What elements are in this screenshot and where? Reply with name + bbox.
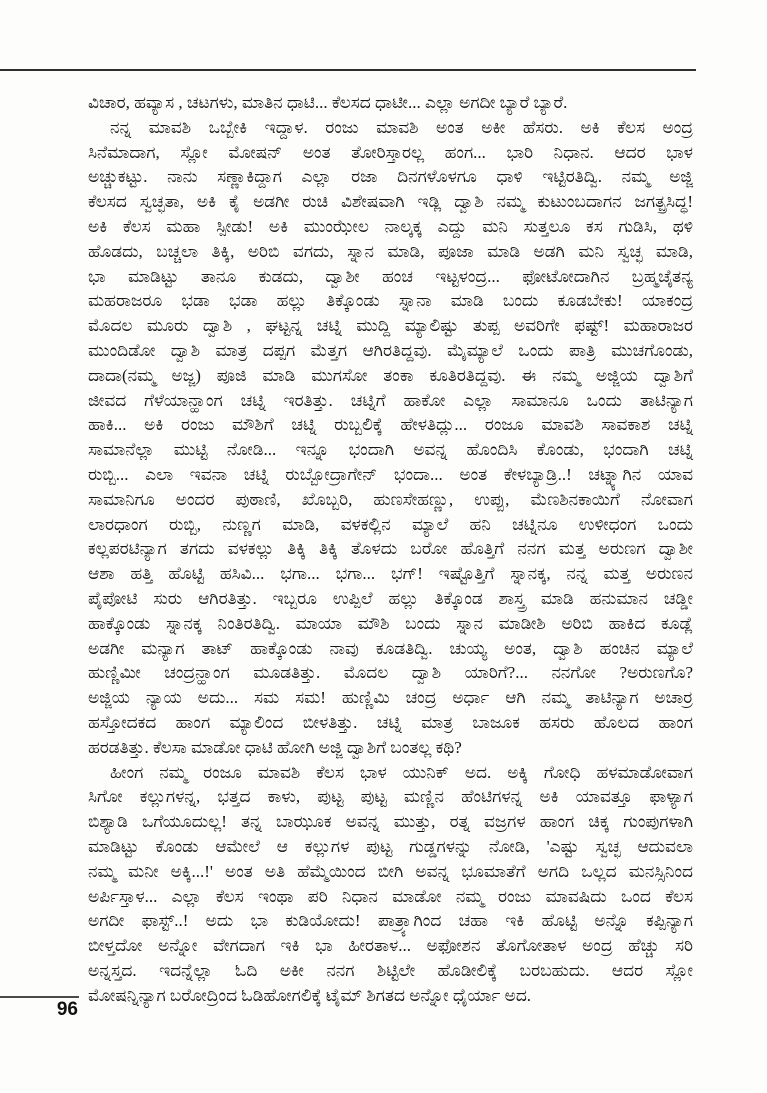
text-line: ಅಚ್ಚುಕಟ್ಟು. ನಾನು ಸಣ್ಣಾಕಿದ್ದಾಗ ಎಲ್ಲಾ ರಜಾ ದಿನಗಳೊಳಗೂ ಧಾಳಿ ಇಟ್ಟಿರತಿದ್ವಿ. ನಮ್ಮ ಅಜ್ಜಿ bbox=[88, 167, 693, 187]
text-line: ಬಿಶ್ಯಾಡಿ ಒಗೆಯೂದುಲ್ಲ! ತನ್ನ ಬಾಝೂಕ ಅವನ್ನ ಮುತ್ತು, ರತ್ನ ವಜ್ರಗಳ ಹಾಂಗ ಚಿಕ್ಕ ಗುಂಪುಗಳಾಗಿ bbox=[88, 812, 693, 832]
text-line: ಹೊಡದು, ಬಚ್ಚಲಾ ತಿಕ್ಕಿ, ಅರಿಬಿ ವಗದು, ಸ್ನಾನ ಮಾಡಿ, ಪೂಜಾ ಮಾಡಿ ಅಡಗಿ ಮನಿ ಸ್ವಚ್ಛ ಮಾಡಿ, bbox=[88, 241, 693, 261]
text-line: ಸಾಮಾನೆಲ್ಲಾ ಮುಟ್ಟಿ ನೋಡಿ... ಇನ್ನೂ ಭಂದಾಗಿ ಅವನ್ನ ಹೊಂದಿಸಿ ಕೊಂಡು, ಭಂದಾಗಿ ಚಟ್ನಿ bbox=[88, 440, 693, 460]
text-line: ಭಾ ಮಾಡಿಟ್ಟು ತಾನೂ ಕುಡದು, ದ್ವಾಶೀ ಹಂಚ ಇಟ್ಟಳಂದ್ರ... ಫೋಟೋದಾಗಿನ ಬ್ರಹ್ಮಚೈತನ್ಯ bbox=[88, 266, 693, 286]
text-line: ಹೀಂಗ ನಮ್ಮ ರಂಜೂ ಮಾವಶಿ ಕೆಲಸ ಭಾಳ ಯುನಿಕ್ ಅದ. ಅಕ್ಕಿ ಗೋಧಿ ಹಳಮಾಡೋವಾಗ bbox=[110, 762, 693, 782]
footer-rule bbox=[0, 996, 79, 998]
text-line: ಹಸ್ತೋದಕದ ಹಾಂಗ ಮ್ಯಾಲಿಂದ ಬೀಳತಿತ್ತು. ಚಟ್ನಿ ಮಾತ್ರ ಬಾಜೂಕ ಹಸರು ಹೊಲದ ಹಾಂಗ bbox=[88, 712, 693, 732]
text-line: ಪೈಪೋಟಿ ಸುರು ಆಗಿರತಿತ್ತು. ಇಬ್ಬರೂ ಉಪ್ಪಿಲೆ ಹಲ್ಲು ತಿಕ್ಕೊಂಡ ಶಾಸ್ತ್ರ ಮಾಡಿ ಹನುಮಾನ ಚಡ್ಡೀ bbox=[88, 588, 693, 608]
text-line: ನಮ್ಮ ಮನೀ ಅಕ್ಕಿ...!' ಅಂತ ಅತಿ ಹೆಮ್ಮೆಯಿಂದ ಬೀಗಿ ಅವನ್ನ ಭೂಮಾತೆಗೆ ಅಗದಿ ಒಲ್ಲದ ಮನಸ್ಸಿನಿಂದ bbox=[88, 861, 693, 881]
text-line: ಕೆಲಸದ ಸ್ವಚ್ಛತಾ, ಅಕಿ ಕೈ ಅಡಗೀ ರುಚಿ ವಿಶೇಷವಾಗಿ ಇಡ್ಲಿ ದ್ವಾಶಿ ನಮ್ಮ ಕುಟುಂಬದಾಗನ ಜಗತ್ಪ್ರಸಿದ್ಧ! bbox=[88, 192, 693, 212]
text-line: ಮಾಡಿಟ್ಟು ಕೊಂಡು ಆಮೇಲೆ ಆ ಕಲ್ಲುಗಳ ಪುಟ್ಟ ಗುಡ್ಡಗಳನ್ನು ನೋಡಿ, 'ಎಷ್ಟು ಸ್ವಚ್ಛ ಆದುವಲಾ bbox=[88, 836, 693, 856]
text-line: ಮುಂದಿಡೋ ದ್ವಾಶಿ ಮಾತ್ರ ದಪ್ಪಗ ಮೆತ್ತಗ ಆಗಿರತಿದ್ದವು. ಮೈಮ್ಯಾಲೆ ಒಂದು ಪಾತ್ರಿ ಮುಚಗೊಂಡು, bbox=[88, 340, 693, 360]
text-line: ಹಾಕಿ... ಅಕಿ ರಂಜು ಮೌಶಿಗೆ ಚಟ್ನಿ ರುಬ್ಬಲಿಕ್ಕೆ ಹೇಳತಿದ್ಲು... ರಂಜೂ ಮಾವಶಿ ಸಾವಕಾಶ ಚಟ್ನಿ bbox=[88, 415, 693, 435]
paragraph bbox=[88, 91, 693, 116]
header-rule bbox=[0, 69, 696, 71]
paragraph bbox=[88, 761, 693, 1009]
text-line: ಅಕಿ ಕೆಲಸ ಮಹಾ ಸ್ಪೀಡು! ಅಕಿ ಮುಂಝೇಲ ನಾಲ್ಕಕ್ಕ ಎದ್ದು ಮನಿ ಸುತ್ತಲೂ ಕಸ ಗುಡಿಸಿ, ಥಳಿ bbox=[88, 216, 693, 236]
text-line: ಮೊದಲ ಮೂರು ದ್ವಾಶಿ , ಘಟ್ಟನ್ನ ಚಟ್ನಿ ಮುದ್ದಿ ಮ್ಯಾಲಿಷ್ಟು ತುಪ್ಪ ಅವರಿಗೇ ಫಷ್ಟ್! ಮಹಾರಾಜರ bbox=[88, 316, 693, 336]
text-line: ಮೋಷನ್ನಿನ್ಯಾಗ ಬರೋದ್ರಿಂದ ಓಡಿಹೋಗಲಿಕ್ಕೆ ಟೈಮ್ ಶಿಗತದ ಅನ್ನೋ ಧೈರ್ಯಾ ಅದ. bbox=[88, 985, 532, 1005]
text-line: ಅಗದೀ ಫಾಸ್ಟ್..! ಅದು ಭಾ ಕುಡಿಯೋದು! ಪಾತ್ರ್ಯಾಗಿಂದ ಚಹಾ ಇಕಿ ಹೊಟ್ಟಿ ಅನ್ನೊ ಕಪ್ಪಿನ್ಯಾಗ bbox=[88, 911, 693, 931]
text-line: ಸಿಗೋ ಕಲ್ಲುಗಳನ್ನ, ಭತ್ತದ ಕಾಳು, ಪುಟ್ಟ ಪುಟ್ಟ ಮಣ್ಣಿನ ಹೆಂಟಿಗಳನ್ನ ಅಕಿ ಯಾವತ್ತೂ ಫಾಳ್ಯಾಗ bbox=[88, 787, 693, 807]
text-line: ಆಶಾ ಹತ್ತಿ ಹೊಟ್ಟಿ ಹಸಿವಿ... ಭಗಾ... ಭಗಾ... ಭಗ್! ಇಷ್ಟೊತ್ತಿಗೆ ಸ್ನಾನಕ್ಕ, ನನ್ನ ಮತ್ತ ಅರುಣನ bbox=[88, 564, 693, 584]
text-line: ಕಲ್ಲಪರಟಿನ್ಯಾಗ ತಗದು ವಳಕಲ್ಲು ತಿಕ್ಕಿ ತಿಕ್ಕಿ ತೊಳದು ಬರೋ ಹೊತ್ತಿಗೆ ನನಗ ಮತ್ತ ಅರುಣಗ ದ್ವಾಶೀ bbox=[88, 539, 693, 559]
text-line: ಜೀವದ ಗೆಳೆಯಾನ್ಹಾಂಗ ಚಟ್ನಿ ಇರತಿತ್ತು. ಚಟ್ನಿಗೆ ಹಾಕೋ ಎಲ್ಲಾ ಸಾಮಾನೂ ಒಂದು ತಾಟಿನ್ಯಾಗ bbox=[88, 390, 693, 410]
text-line: ಹರಡತಿತ್ತು. ಕೆಲಸಾ ಮಾಡೋ ಧಾಟಿ ಹೋಗಿ ಅಜ್ಜಿ ದ್ವಾಶಿಗೆ ಬಂತಲ್ಲ ಕಥಿ? bbox=[88, 737, 462, 757]
text-line: ಲಾರಧಾಂಗ ರುಬ್ಬಿ, ನುಣ್ಣಗ ಮಾಡಿ, ವಳಕಲ್ಲಿನ ಮ್ಯಾಲೆ ಹನಿ ಚಟ್ನಿನೂ ಉಳೀಧಂಗ ಒಂದು bbox=[88, 514, 693, 534]
text-line: ರುಬ್ಬಿ... ಎಲಾ ಇವನಾ ಚಟ್ನಿ ರುಬ್ಬೋದ್ರಾಗೇನ್ ಭಂದಾ... ಅಂತ ಕೇಳಬ್ಯಾಡ್ರಿ..! ಚಟ್ನ್ಯಾಗಿನ ಯಾವ bbox=[88, 464, 693, 484]
page-number: 96 bbox=[56, 999, 78, 1020]
text-line: ಮಹರಾಜರೂ ಭಡಾ ಭಡಾ ಹಲ್ಲು ತಿಕ್ಕೊಂಡು ಸ್ನಾನಾ ಮಾಡಿ ಬಂದು ಕೂಡಬೇಕು! ಯಾಕಂದ್ರ bbox=[88, 291, 693, 311]
text-line: ಅಡಗೀ ಮನ್ಯಾಗ ತಾಟ್ ಹಾಕ್ಕೊಂಡು ನಾವು ಕೂಡತಿದ್ವಿ. ಚುಯ್ಯ ಅಂತ, ದ್ವಾಶಿ ಹಂಚಿನ ಮ್ಯಾಲೆ bbox=[88, 638, 693, 658]
text-line: ಸಿನೆಮಾದಾಗ, ಸ್ಲೋ ಮೋಷನ್ ಅಂತ ತೋರಿಸ್ತಾರಲ್ಲ ಹಂಗ... ಭಾರಿ ನಿಧಾನ. ಆದರ ಭಾಳ bbox=[88, 142, 693, 162]
text-line: ಅರ್ಪಿಸ್ತಾಳ... ಎಲ್ಲಾ ಕೆಲಸ ಇಂಥಾ ಪರಿ ನಿಧಾನ ಮಾಡೋ ನಮ್ಮ ರಂಜು ಮಾವಷಿದು ಒಂದ ಕೆಲಸ bbox=[88, 886, 693, 906]
text-line: ದಾದಾ(ನಮ್ಮ ಅಜ್ಜ) ಪೂಜಿ ಮಾಡಿ ಮುಗಸೋ ತಂಕಾ ಕೂತಿರತಿದ್ದವು. ಈ ನಮ್ಮ ಅಜ್ಜಿಯ ದ್ವಾಶಿಗೆ bbox=[88, 365, 693, 385]
text-line: ಸಾಮಾನಿಗೂ ಅಂದರ ಪುಠಾಣಿ, ಖೊಬ್ಬರಿ, ಹುಣಸೇಹಣ್ಣು, ಉಪ್ಪು, ಮೆಣಶಿನಕಾಯಿಗೆ ನೋವಾಗ bbox=[88, 489, 693, 509]
paragraph bbox=[88, 116, 693, 761]
text-line: ಬೀಳ್ತದೋ ಅನ್ನೋ ವೇಗದಾಗ ಇಕಿ ಭಾ ಹೀರತಾಳ... ಅಫೋಶನ ತೊಗೋತಾಳ ಅಂದ್ರ ಹೆಚ್ಚು ಸರಿ bbox=[88, 936, 693, 956]
text-line: ಅಜ್ಜಿಯ ನ್ಯಾಯ ಅದು... ಸಮ ಸಮ! ಹುಣ್ಣಿಮಿ ಚಂದ್ರ ಅರ್ಧಾ ಆಗಿ ನಮ್ಮ ತಾಟಿನ್ಯಾಗ ಅಚಾರ್ರ bbox=[88, 688, 693, 708]
text-line: ಹುಣ್ಣಿಮೀ ಚಂದ್ರನ್ಹಾಂಗ ಮೂಡತಿತ್ತು. ಮೊದಲ ದ್ವಾಶಿ ಯಾರಿಗೆ?... ನನಗೋ ?ಅರುಣಗೊ? bbox=[88, 663, 693, 683]
text-line: ವಿಚಾರ, ಹವ್ಯಾಸ , ಚಟಗಳು, ಮಾತಿನ ಧಾಟಿ... ಕೆಲಸದ ಧಾಟೀ... ಎಲ್ಲಾ ಅಗದೀ ಬ್ಯಾರೆ ಬ್ಯಾರೆ. bbox=[88, 93, 568, 112]
text-block bbox=[88, 91, 693, 1008]
text-line: ಅನ್ನಸ್ತದ. ಇದನ್ನೆಲ್ಲಾ ಓದಿ ಅಕೀ ನನಗ ಶಿಟ್ಟಿಲೇ ಹೊಡೀಲಿಕ್ಕೆ ಬರಬಹುದು. ಆದರ ಸ್ಲೋ bbox=[88, 960, 693, 980]
text-line: ನನ್ನ ಮಾವಶಿ ಒಬ್ಬೇಕಿ ಇದ್ದಾಳ. ರಂಜು ಮಾವಶಿ ಅಂತ ಅಕೀ ಹೆಸರು. ಅಕಿ ಕೆಲಸ ಅಂದ್ರ bbox=[110, 117, 693, 137]
text-line: ಹಾಕ್ಕೊಂಡು ಸ್ನಾನಕ್ಕ ನಿಂತಿರತಿದ್ವಿ. ಮಾಯಾ ಮೌಶಿ ಬಂದು ಸ್ನಾನ ಮಾಡೀಶಿ ಅರಿಬಿ ಹಾಕಿದ ಕೂಡ್ಲೆ bbox=[88, 613, 693, 633]
